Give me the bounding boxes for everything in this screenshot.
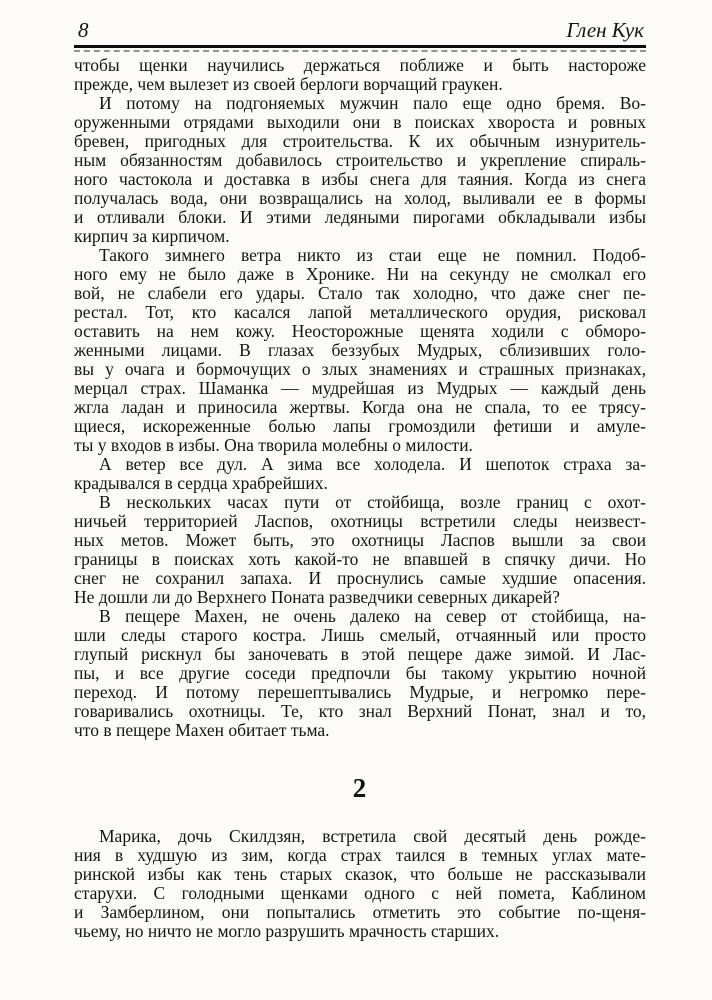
text-line: оставить на нем кожу. Неосторожные щенята ходили с обморо-: [74, 321, 646, 341]
text-line: ничьей территорией Ласпов, охотницы встретили следы неизвест-: [74, 511, 646, 531]
text-line: глупый рискнул бы заночевать в этой пещере даже зимой. И Лас-: [74, 644, 646, 664]
text-line: говаривались охотницы. Те, кто знал Верхний Понат, знал и то,: [74, 701, 646, 721]
text-line: рестал. Тот, кто касался лапой металлического орудия, рисковал: [74, 302, 646, 322]
text-line: крадывался в сердца храбрейших.: [74, 473, 328, 493]
page-number: 8: [78, 18, 89, 42]
text-line: снег не сохранил запаха. И проснулись самые худшие опасения.: [74, 568, 646, 588]
running-title-author: Глен Кук: [566, 18, 644, 42]
text-line: и Замберлином, они попытались отметить это событие по-щеня-: [74, 902, 646, 922]
text-line: кирпич за кирпичом.: [74, 226, 230, 246]
text-line: ринской избы как тень старых сказок, что больше не рассказывали: [74, 864, 646, 884]
text-line: вы у очага и бормочущих о злых знамениях и страшных признаках,: [74, 359, 646, 379]
text-line: ты у входов в избы. Она творила молебны о милости.: [74, 435, 473, 455]
body-text: [74, 56, 646, 941]
text-line: бревен, пригодных для строительства. К их обычным изнуритель-: [74, 131, 646, 151]
text-line: мерцал страх. Шаманка — мудрейшая из Мудрых — каждый день: [74, 378, 646, 398]
running-header: [74, 14, 646, 44]
text-line: прежде, чем вылезет из своей берлоги ворчащий граукен.: [74, 74, 503, 94]
paragraph: [74, 246, 646, 455]
paragraph: [74, 827, 646, 941]
text-line: В нескольких часах пути от стойбища, возле границ с охот-: [99, 492, 646, 512]
paragraph: [74, 56, 646, 94]
text-line: В пещере Махен, не очень далеко на север от стойбища, на-: [99, 606, 646, 626]
text-line: щиеся, искореженные болью лапы громоздили фетиши и амуле-: [74, 416, 646, 436]
text-line: вой, не слабели его удары. Стало так холодно, что даже снег пе-: [74, 283, 646, 303]
text-line: ных метов. Может быть, это охотницы Ласпов вышли за свои: [74, 530, 646, 550]
text-line: получалась вода, они возвращались на холод, выливали ее в формы: [74, 188, 646, 208]
text-line: пы, и все другие соседи предпочли бы такому укрытию ночной: [74, 663, 646, 683]
text-line: ным обязанностям добавилось строительство и укрепление спираль-: [74, 150, 646, 170]
text-line: ного ему не было даже в Хронике. Ни на секунду не смолкал его: [74, 264, 646, 284]
text-line: оруженными отрядами выходили они в поисках хвороста и ровных: [74, 112, 646, 132]
text-line: А ветер все дул. А зима все холодела. И шепоток страха за-: [99, 454, 646, 474]
text-line: переход. И потому перешептывались Мудрые, и негромко пере-: [74, 682, 646, 702]
paragraph: [74, 94, 646, 246]
header-rule-scan-artifact: [74, 50, 646, 52]
text-line: и отливали блоки. И этими ледяными пирогами обкладывали избы: [74, 207, 646, 227]
paragraph: [74, 607, 646, 740]
text-line: чьему, но ничто не могло разрушить мрачность старших.: [74, 921, 500, 941]
text-line: ния в худшую из зим, когда страх таился в темных углах мате-: [74, 845, 646, 865]
text-line: жгла ладан и приносила жертвы. Когда она не спала, то ее трясу-: [74, 397, 646, 417]
text-line: Марика, дочь Скилдзян, встретила свой десятый день рожде-: [99, 826, 646, 846]
paragraph: [74, 455, 646, 493]
text-line: ного частокола и доставка в избы снега для таяния. Когда из снега: [74, 169, 646, 189]
text-line: шли следы старого костра. Лишь смелый, отчаянный или просто: [74, 625, 646, 645]
text-line: границы в поисках хоть какой-то не впавшей в спячку дичи. Но: [74, 549, 646, 569]
text-line: чтобы щенки научились держаться поближе и быть настороже: [74, 55, 646, 75]
text-line: Такого зимнего ветра никто из стаи еще не помнил. Подоб-: [99, 245, 646, 265]
text-line: Не дошли ли до Верхнего Поната разведчики северных дикарей?: [74, 587, 560, 607]
paragraph: [74, 493, 646, 607]
text-line: И потому на подгоняемых мужчин пало еще одно бремя. Во-: [99, 93, 646, 113]
text-line: женными лицами. В глазах беззубых Мудрых, сблизивших голо-: [74, 340, 646, 360]
header-rule: [74, 45, 646, 48]
chapter-number-heading: 2: [352, 773, 368, 803]
text-line: старухи. С голодными щенками одного с ней помета, Каблином: [74, 883, 646, 903]
text-line: что в пещере Махен обитает тьма.: [74, 720, 330, 740]
